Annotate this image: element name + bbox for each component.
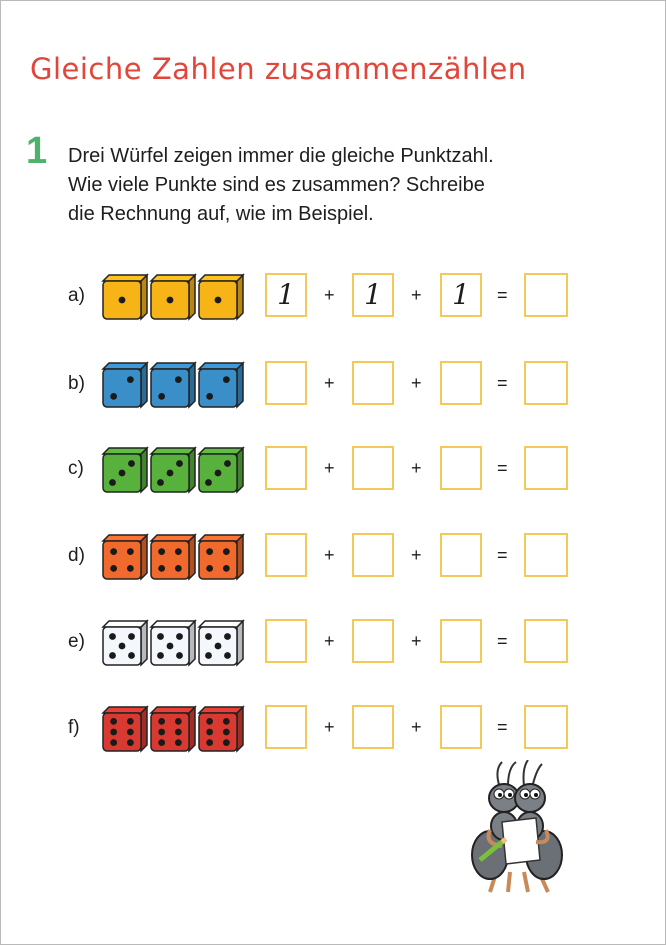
die-icon (103, 621, 147, 665)
exercise-row-a (0, 273, 666, 323)
die-icon (103, 707, 147, 751)
plus-sign: + (411, 285, 422, 305)
instruction-line: Drei Würfel zeigen immer die gleiche Punktzahl. (68, 145, 494, 167)
plus-sign: + (324, 458, 335, 478)
instruction-line: Wie viele Punkte sind es zusammen? Schreibe (68, 174, 485, 196)
die-pip (175, 376, 182, 383)
die-pip (119, 297, 126, 304)
die-icon (103, 535, 147, 579)
answer-box[interactable] (265, 446, 307, 490)
answer-box[interactable] (352, 619, 394, 663)
exercise-row-e (0, 619, 666, 669)
die-pip (157, 633, 164, 640)
die-pip (224, 460, 231, 467)
die-pip (176, 633, 183, 640)
answer-box[interactable] (265, 705, 307, 749)
dice-group-icon (100, 446, 260, 496)
die-pip (110, 565, 117, 572)
plus-sign: + (324, 285, 335, 305)
die-pip (119, 470, 126, 477)
die-pip (206, 393, 213, 400)
result-box[interactable] (524, 273, 568, 317)
die-pip (223, 718, 230, 725)
die-pip (223, 729, 230, 736)
die-pip (167, 643, 174, 650)
answer-box[interactable] (352, 533, 394, 577)
die-pip (110, 718, 117, 725)
answer-box[interactable] (440, 705, 482, 749)
dice-group-icon (100, 273, 260, 323)
row-label: f) (68, 717, 80, 738)
answer-box[interactable]: 1 (440, 273, 482, 317)
die-pip (157, 479, 164, 486)
die-pip (206, 718, 213, 725)
result-box[interactable] (524, 361, 568, 405)
die-pip (206, 729, 213, 736)
die-pip (158, 739, 165, 746)
equals-sign: = (497, 373, 508, 393)
plus-sign: + (411, 373, 422, 393)
die-pip (109, 479, 116, 486)
result-box[interactable] (524, 705, 568, 749)
plus-sign: + (411, 458, 422, 478)
die-icon (151, 448, 195, 492)
die-pip (158, 393, 165, 400)
answer-box[interactable] (265, 619, 307, 663)
answer-box[interactable] (352, 361, 394, 405)
result-box[interactable] (524, 619, 568, 663)
die-pip (127, 376, 134, 383)
dice-group-icon (100, 705, 260, 755)
exercise-row-c (0, 446, 666, 496)
die-pip (110, 393, 117, 400)
result-box[interactable] (524, 446, 568, 490)
die-icon (151, 363, 195, 407)
exercise-row-b (0, 361, 666, 411)
exercise-row-d (0, 533, 666, 583)
die-icon (199, 621, 243, 665)
plus-sign: + (324, 373, 335, 393)
die-pip (176, 652, 183, 659)
die-pip (215, 643, 222, 650)
die-icon (199, 535, 243, 579)
answer-box[interactable] (352, 446, 394, 490)
answer-box[interactable]: 1 (352, 273, 394, 317)
die-pip (128, 460, 135, 467)
die-pip (127, 718, 134, 725)
die-pip (215, 297, 222, 304)
die-icon (151, 535, 195, 579)
die-pip (127, 565, 134, 572)
answer-box[interactable] (440, 446, 482, 490)
row-label: b) (68, 373, 85, 394)
plus-sign: + (411, 717, 422, 737)
die-pip (157, 652, 164, 659)
die-icon (103, 448, 147, 492)
die-pip (215, 470, 222, 477)
die-pip (110, 548, 117, 555)
die-pip (205, 652, 212, 659)
die-pip (206, 548, 213, 555)
die-pip (158, 729, 165, 736)
equals-sign: = (497, 717, 508, 737)
equals-sign: = (497, 458, 508, 478)
die-icon (199, 707, 243, 751)
row-label: e) (68, 631, 85, 652)
die-pip (128, 633, 135, 640)
die-pip (175, 718, 182, 725)
die-pip (223, 548, 230, 555)
die-pip (110, 729, 117, 736)
die-pip (119, 643, 126, 650)
answer-box[interactable] (440, 361, 482, 405)
dice-group-icon (100, 619, 260, 669)
answer-box[interactable] (352, 705, 394, 749)
die-icon (199, 363, 243, 407)
equals-sign: = (497, 631, 508, 651)
die-icon (103, 363, 147, 407)
die-icon (151, 275, 195, 319)
die-pip (109, 633, 116, 640)
ant-illustration-icon (462, 760, 572, 895)
die-pip (158, 718, 165, 725)
die-pip (175, 739, 182, 746)
page-title: Gleiche Zahlen zusammenzählen (30, 52, 527, 86)
row-label: a) (68, 285, 85, 306)
answer-box[interactable] (440, 533, 482, 577)
plus-sign: + (411, 631, 422, 651)
row-label: c) (68, 458, 84, 479)
die-pip (176, 460, 183, 467)
die-pip (158, 548, 165, 555)
die-pip (223, 376, 230, 383)
row-label: d) (68, 545, 85, 566)
die-pip (110, 739, 117, 746)
equals-sign: = (497, 285, 508, 305)
die-pip (223, 565, 230, 572)
die-pip (127, 739, 134, 746)
plus-sign: + (324, 545, 335, 565)
instruction-line: die Rechnung auf, wie im Beispiel. (68, 203, 374, 225)
die-pip (223, 739, 230, 746)
die-icon (199, 448, 243, 492)
answer-box[interactable] (265, 361, 307, 405)
die-pip (127, 548, 134, 555)
die-pip (205, 479, 212, 486)
die-pip (206, 739, 213, 746)
equals-sign: = (497, 545, 508, 565)
die-pip (167, 297, 174, 304)
plus-sign: + (411, 545, 422, 565)
die-pip (224, 652, 231, 659)
die-pip (109, 652, 116, 659)
die-pip (175, 729, 182, 736)
result-box[interactable] (524, 533, 568, 577)
answer-box[interactable] (265, 533, 307, 577)
dice-group-icon (100, 533, 260, 583)
task-instructions (68, 142, 628, 229)
answer-box[interactable]: 1 (265, 273, 307, 317)
die-pip (175, 565, 182, 572)
die-pip (206, 565, 213, 572)
die-pip (127, 729, 134, 736)
die-pip (205, 633, 212, 640)
die-pip (158, 565, 165, 572)
task-number: 1 (26, 130, 48, 172)
die-pip (175, 548, 182, 555)
die-pip (224, 633, 231, 640)
plus-sign: + (324, 631, 335, 651)
plus-sign: + (324, 717, 335, 737)
die-icon (151, 707, 195, 751)
die-icon (199, 275, 243, 319)
dice-group-icon (100, 361, 260, 411)
die-pip (128, 652, 135, 659)
die-icon (103, 275, 147, 319)
die-pip (167, 470, 174, 477)
die-icon (151, 621, 195, 665)
answer-box[interactable] (440, 619, 482, 663)
exercise-row-f (0, 705, 666, 755)
